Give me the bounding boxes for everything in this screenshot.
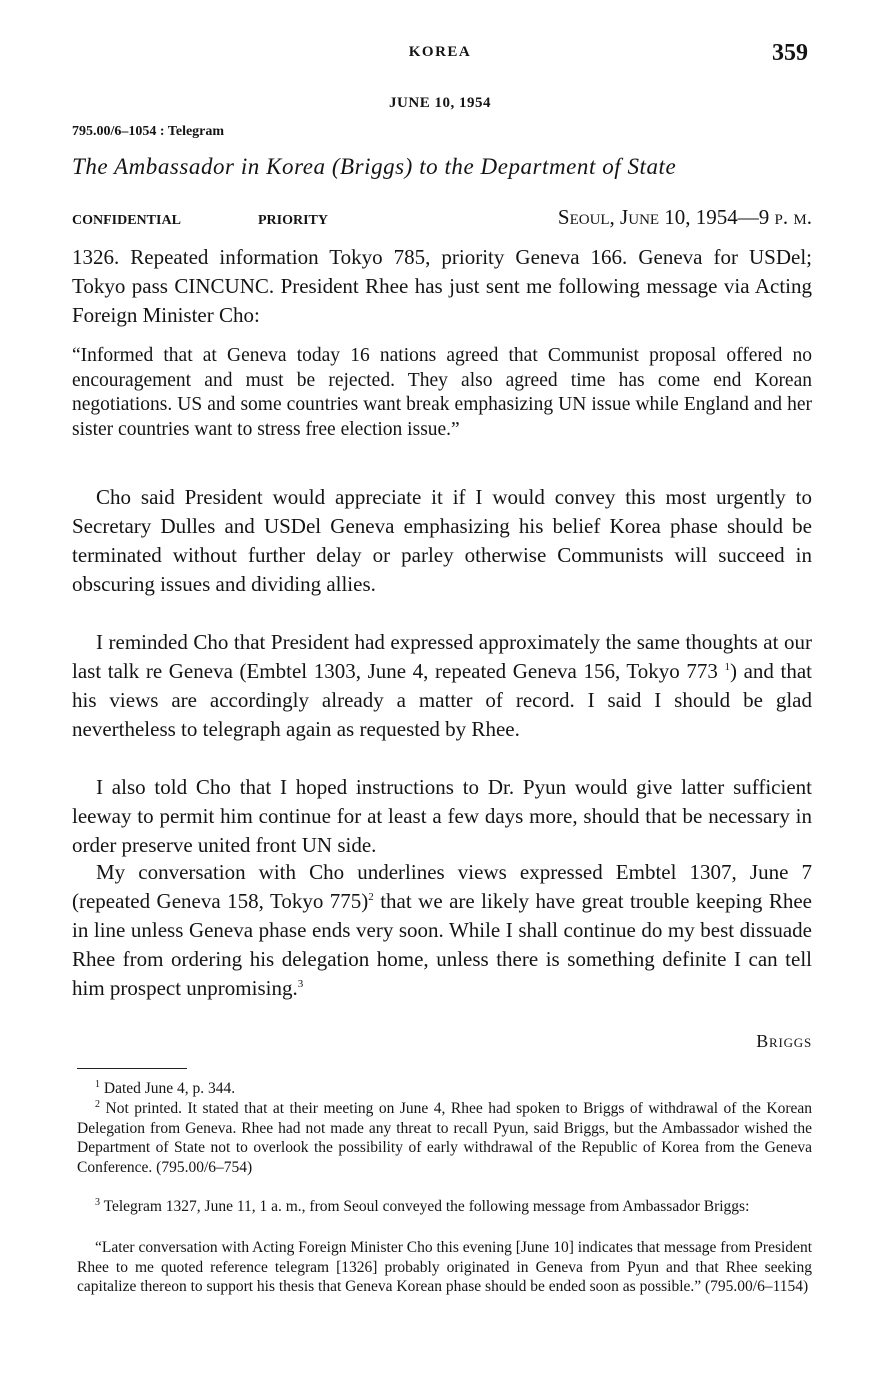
running-head: KOREA	[408, 44, 472, 60]
footnote-1	[77, 1079, 812, 1099]
paragraph-3	[72, 628, 812, 744]
footnote-3	[77, 1197, 812, 1217]
footnote-3-quote: “Later conversation with Acting Foreign Minister Cho this evening [June 10] indicates that message from President Rhee to me quoted reference telegram [1326] probably originated in Geneva from Pyun and that Rhee seeking capitalize thereon to support his thesis that Geneva Korean phase should be ended soon as possible.” (795.00/6–1154)	[77, 1239, 812, 1295]
paragraph-3-part-b: ) and that his views are accordingly already a matter of record. I said I should be glad nevertheless to telegraph again as requested by Rhee.	[72, 659, 813, 741]
footnote-2-marker: 2	[95, 1098, 100, 1110]
priority-label: PRIORITY	[258, 213, 329, 228]
quoted-message: “Informed that at Geneva today 16 nations agreed that Communist proposal offered no encouragement and must be rejected. They also agreed time has come end Korean negotiations. US and some countries want break emphasizing UN issue while England and her sister countries want to stress free election issue.”	[72, 345, 812, 440]
footnote-ref-1[interactable]: 1	[724, 661, 730, 673]
paragraph-3-part-a: I reminded Cho that President had expressed approximately the same thoughts at our last talk re Geneva (Embtel 1303, June 4, repeated Geneva 156, Tokyo 773	[72, 630, 812, 683]
footnote-divider	[77, 1068, 187, 1069]
paragraph-5	[72, 858, 812, 1003]
paragraph-2: Cho said President would appreciate it if I would convey this most urgently to Secretary Dulles and USDel Geneva emphasizing his belief Korea phase should be terminated without further delay or parley otherwise Communists will succeed in obscuring issues and dividing allies.	[72, 485, 812, 596]
dateline-text: Seoul, June 10, 1954—9 p. m.	[557, 205, 812, 229]
date-heading: JUNE 10, 1954	[389, 95, 491, 111]
footnote-ref-3[interactable]: 3	[297, 978, 304, 990]
page-number: 359	[772, 40, 808, 66]
file-reference: 795.00/6–1054 : Telegram	[72, 124, 225, 139]
footnote-1-text: Dated June 4, p. 344.	[103, 1080, 236, 1097]
footnote-2	[77, 1099, 812, 1177]
paragraph-1: 1326. Repeated information Tokyo 785, priority Geneva 166. Geneva for USDel; Tokyo pass CINCUNC. President Rhee has just sent me following message via Acting Foreign Minister Cho:	[72, 245, 812, 327]
footnote-3-marker: 3	[95, 1196, 100, 1208]
dateline	[558, 205, 812, 230]
footnote-2-text: Not printed. It stated that at their meeting on June 4, Rhee had spoken to Briggs of withdrawal of the Korean Delegation from Geneva. Rhee had not made any threat to recall Pyun, said Briggs, but the Ambassador wished the Department of State not to overlook the possibility of early withdrawal of the Republic of Korea from the Geneva Conference. (795.00/6–754)	[77, 1100, 812, 1176]
classification-label: CONFIDENTIAL	[72, 213, 181, 228]
document-title: The Ambassador in Korea (Briggs) to the Department of State	[72, 154, 677, 179]
signature: Briggs	[756, 1031, 812, 1051]
footnote-ref-2[interactable]: 2	[368, 891, 374, 903]
footnote-1-marker: 1	[95, 1078, 100, 1090]
classification-line	[72, 205, 812, 235]
paragraph-5-part-a: My conversation with Cho underlines views expressed Embtel 1307, June 7 (repeated Geneva 158, Tokyo 775)	[72, 860, 812, 913]
paragraph-5-part-b: that we are likely have great trouble keeping Rhee in line unless Geneva phase ends very soon. While I shall continue do my best dissuade Rhee from ordering his delegation home, unless there is something definite I can tell him prospect unpromising.	[72, 889, 812, 1000]
footnote-3-text: Telegram 1327, June 11, 1 a. m., from Seoul conveyed the following message from Ambassador Briggs:	[103, 1198, 750, 1215]
paragraph-4: I also told Cho that I hoped instructions to Dr. Pyun would give latter sufficient leeway to permit him continue for at least a few days more, should that be necessary in order preserve united front UN side.	[72, 775, 812, 857]
